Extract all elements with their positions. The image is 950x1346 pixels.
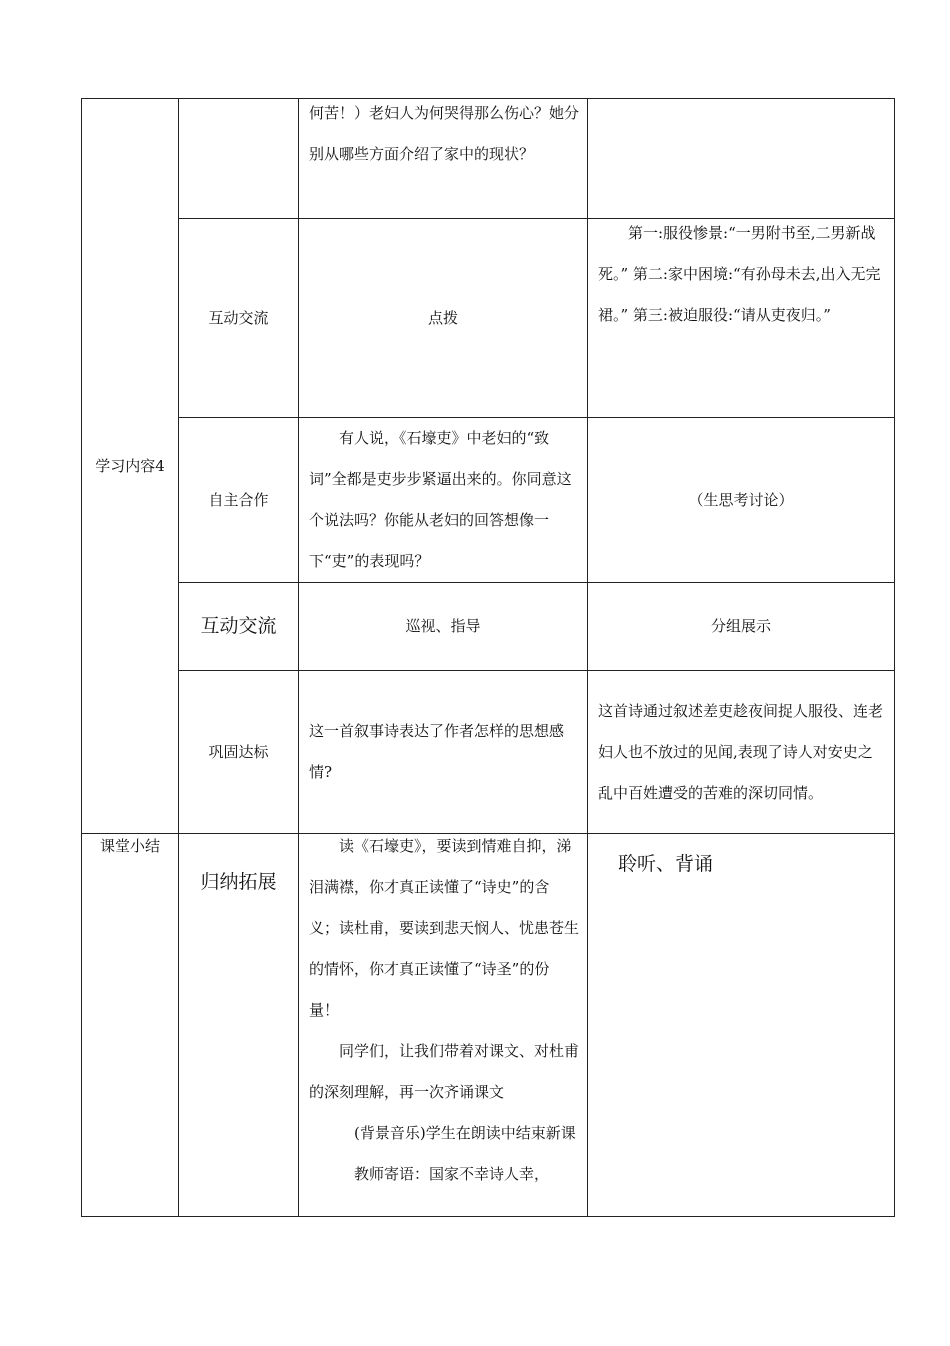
teacher-activity: 这一首叙事诗表达了作者怎样的思想感情? (309, 722, 565, 781)
student-cell (588, 99, 895, 219)
stage-cell (179, 583, 299, 671)
lesson-plan-table (81, 98, 895, 1217)
stage-label: 互动交流 (208, 308, 269, 327)
stage-cell (179, 219, 299, 418)
student-activity: 聆听、背诵 (618, 853, 714, 875)
student-cell (588, 671, 895, 834)
summary-paragraph: 同学们，让我们带着对课文、对杜甫的深刻理解，再一次齐诵课文 (309, 1042, 580, 1101)
teacher-activity: 点拨 (427, 308, 458, 327)
stage-label: 归纳拓展 (200, 871, 277, 893)
stage-label: 巩固达标 (208, 742, 269, 761)
table-row (82, 834, 895, 1217)
summary-paragraph: 教师寄语：国家不幸诗人幸， (354, 1165, 550, 1183)
teacher-cell (299, 671, 588, 834)
section-cell (82, 99, 179, 834)
stage-label: 自主合作 (208, 490, 269, 509)
stage-label: 互动交流 (200, 614, 277, 637)
section-label: 学习内容4 (95, 456, 165, 475)
student-activity: （生思考讨论） (688, 490, 794, 509)
teacher-activity: 巡视、指导 (405, 617, 481, 635)
table-row (82, 671, 895, 834)
stage-cell (179, 834, 299, 1217)
question-text: 何苦！）老妇人为何哭得那么伤心？她分别从哪些方面介绍了家中的现状？ (309, 104, 580, 163)
stage-cell (179, 671, 299, 834)
section-cell (82, 834, 179, 1217)
student-cell (588, 583, 895, 671)
teacher-cell (299, 418, 588, 583)
teacher-cell (299, 834, 588, 1217)
table-row (82, 99, 895, 219)
table-row (82, 219, 895, 418)
student-activity: 这首诗通过叙述差吏趁夜间捉人服役、连老妇人也不放过的见闻,表现了诗人对安史之乱中百姓遭受的苦难的深切同情。 (598, 701, 884, 802)
student-cell (588, 219, 895, 418)
table-row (82, 418, 895, 583)
section-label: 课堂小结 (99, 837, 160, 855)
summary-paragraph: 读《石壕吏》，要读到情难自抑，涕泪满襟，你才真正读懂了“诗史”的含义；读杜甫，要读到悲天悯人、忧患苍生的情怀，你才真正读懂了“诗圣”的份量！ (309, 837, 580, 1019)
summary-paragraph: (背景音乐)学生在朗读中结束新课 (354, 1124, 576, 1142)
stage-cell (179, 418, 299, 583)
teacher-activity: 有人说，《石壕吏》中老妇的“致词”全都是吏步步紧逼出来的。你同意这个说法吗？你能从老妇的回答想像一下“吏”的表现吗？ (309, 429, 572, 570)
teacher-cell (299, 219, 588, 418)
stage-cell (179, 99, 299, 219)
student-activity: 分组展示 (710, 617, 771, 635)
teacher-cell (299, 583, 588, 671)
student-activity: 第一:服役惨景:“一男附书至,二男新战死。” 第二:家中困境:“有孙母未去,出入无完裙。” 第三:被迫服役:“请从吏夜归。” (598, 224, 881, 324)
student-cell (588, 834, 895, 1217)
student-cell (588, 418, 895, 583)
teacher-cell (299, 99, 588, 219)
table-row (82, 583, 895, 671)
